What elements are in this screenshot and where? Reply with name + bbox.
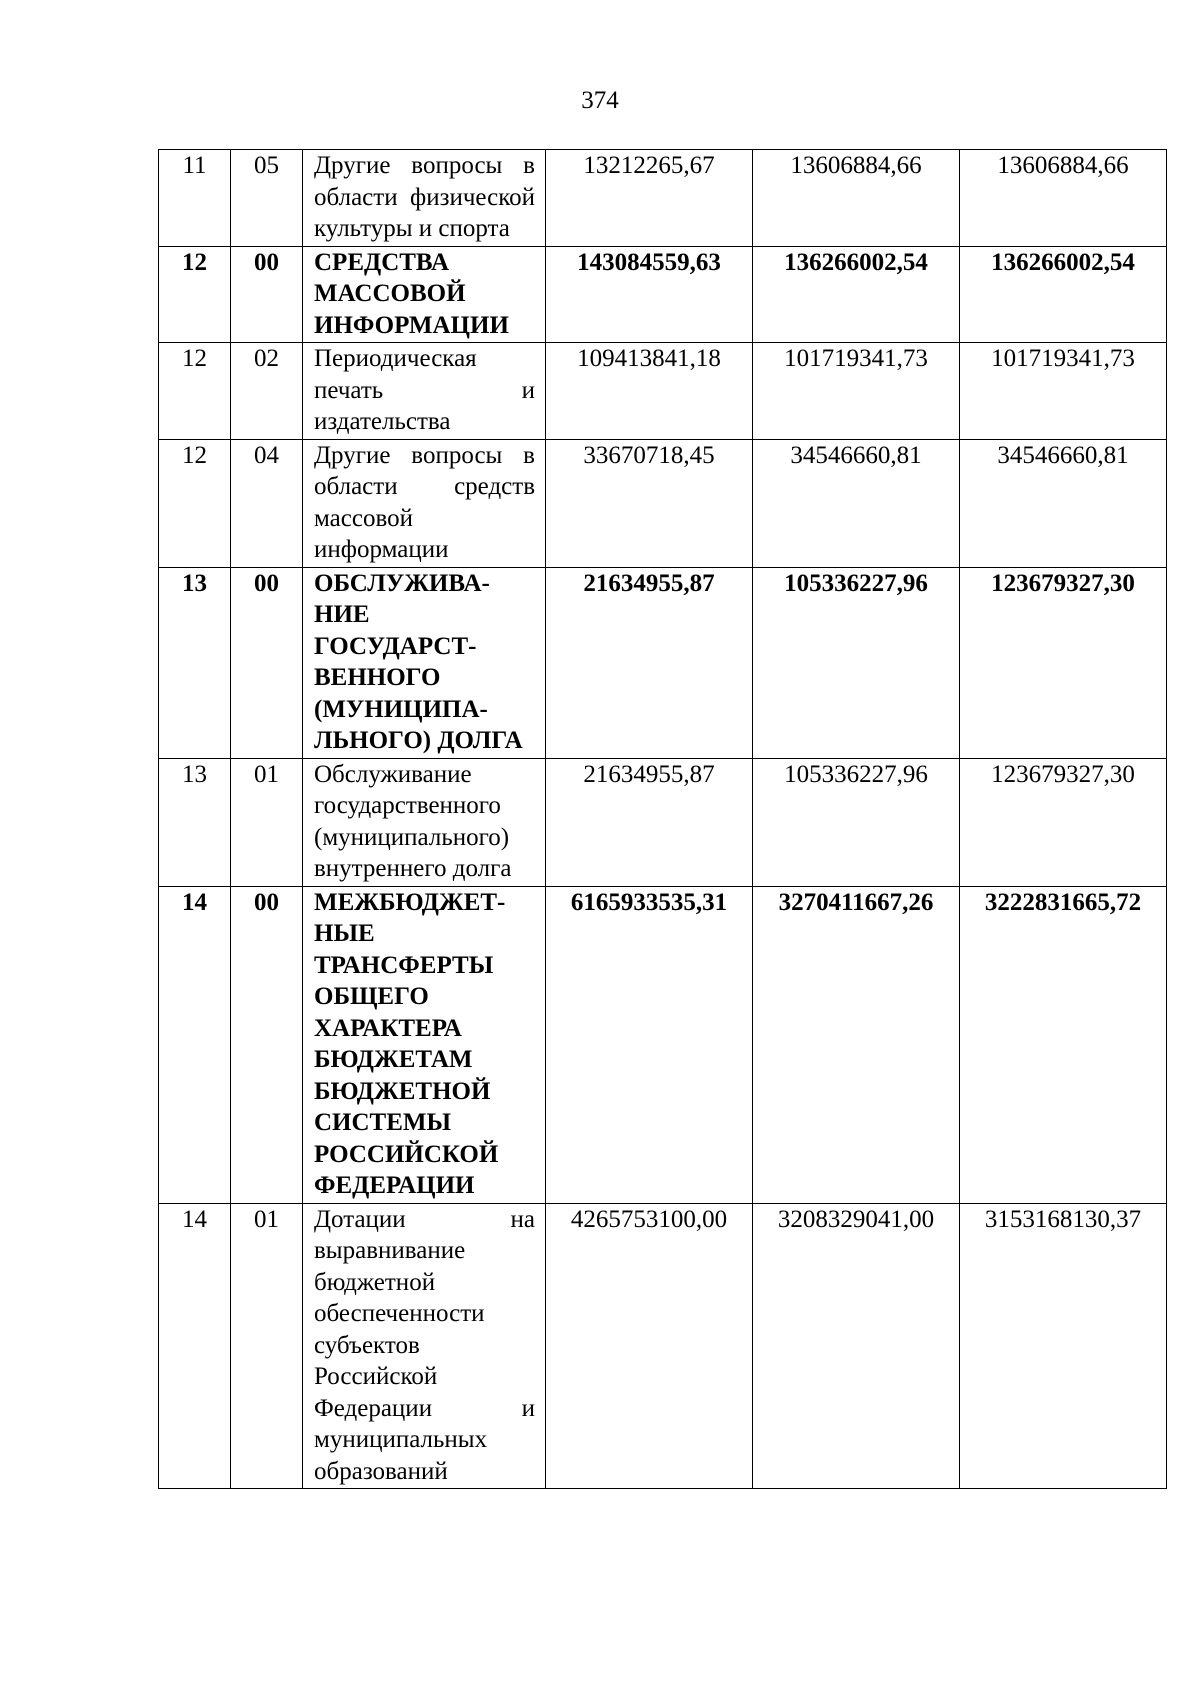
section-code: 14 — [159, 1203, 231, 1489]
value-col-1: 13212265,67 — [546, 150, 753, 247]
value-col-3: 13606884,66 — [960, 150, 1167, 247]
subsection-code: 05 — [231, 150, 303, 247]
value-col-2: 136266002,54 — [753, 246, 960, 343]
value-col-3: 123679327,30 — [960, 758, 1167, 886]
section-code: 14 — [159, 886, 231, 1203]
value-col-3: 3222831665,72 — [960, 886, 1167, 1203]
table-row — [159, 150, 1167, 247]
value-col-2: 13606884,66 — [753, 150, 960, 247]
subsection-code: 00 — [231, 246, 303, 343]
row-name: МЕЖБЮДЖЕТ-НЫЕ ТРАНСФЕРТЫ ОБЩЕГО ХАРАКТЕРА БЮДЖЕТАМ БЮДЖЕТНОЙ СИСТЕМЫ РОССИЙСКОЙ ФЕДЕРАЦИИ — [303, 886, 546, 1203]
value-col-1: 33670718,45 — [546, 439, 753, 567]
value-col-3: 101719341,73 — [960, 343, 1167, 440]
value-col-3: 136266002,54 — [960, 246, 1167, 343]
section-code: 13 — [159, 758, 231, 886]
budget-table — [158, 149, 1167, 1489]
row-name: ОБСЛУЖИВА-НИЕ ГОСУДАРСТ-ВЕННОГО (МУНИЦИПА-ЛЬНОГО) ДОЛГА — [303, 567, 546, 758]
subsection-code: 01 — [231, 1203, 303, 1489]
table-row-section-total — [159, 246, 1167, 343]
row-name: Другие вопросы в области физической культуры и спорта — [303, 150, 546, 247]
value-col-3: 34546660,81 — [960, 439, 1167, 567]
page-number: 374 — [581, 87, 619, 114]
section-code: 12 — [159, 439, 231, 567]
value-col-1: 21634955,87 — [546, 758, 753, 886]
section-code: 12 — [159, 343, 231, 440]
subsection-code: 00 — [231, 886, 303, 1203]
section-code: 12 — [159, 246, 231, 343]
subsection-code: 02 — [231, 343, 303, 440]
table-row — [159, 758, 1167, 886]
row-name: СРЕДСТВА МАССОВОЙ ИНФОРМАЦИИ — [303, 246, 546, 343]
value-col-2: 105336227,96 — [753, 758, 960, 886]
value-col-2: 3208329041,00 — [753, 1203, 960, 1489]
value-col-1: 143084559,63 — [546, 246, 753, 343]
value-col-1: 21634955,87 — [546, 567, 753, 758]
value-col-2: 105336227,96 — [753, 567, 960, 758]
value-col-3: 123679327,30 — [960, 567, 1167, 758]
value-col-3: 3153168130,37 — [960, 1203, 1167, 1489]
table-row-section-total — [159, 886, 1167, 1203]
value-col-1: 109413841,18 — [546, 343, 753, 440]
row-name: Обслуживание государственного (муниципального) внутреннего долга — [303, 758, 546, 886]
table-row — [159, 343, 1167, 440]
value-col-1: 4265753100,00 — [546, 1203, 753, 1489]
section-code: 11 — [159, 150, 231, 247]
value-col-2: 34546660,81 — [753, 439, 960, 567]
table-row-section-total — [159, 567, 1167, 758]
row-name: Дотации на выравнивание бюджетной обеспеченности субъектов Российской Федерации и муниципальных образований — [303, 1203, 546, 1489]
subsection-code: 00 — [231, 567, 303, 758]
value-col-2: 101719341,73 — [753, 343, 960, 440]
row-name: Другие вопросы в области средств массовой информации — [303, 439, 546, 567]
table-row — [159, 439, 1167, 567]
section-code: 13 — [159, 567, 231, 758]
row-name: Периодическая печать и издательства — [303, 343, 546, 440]
value-col-1: 6165933535,31 — [546, 886, 753, 1203]
subsection-code: 01 — [231, 758, 303, 886]
value-col-2: 3270411667,26 — [753, 886, 960, 1203]
subsection-code: 04 — [231, 439, 303, 567]
table-row — [159, 1203, 1167, 1489]
